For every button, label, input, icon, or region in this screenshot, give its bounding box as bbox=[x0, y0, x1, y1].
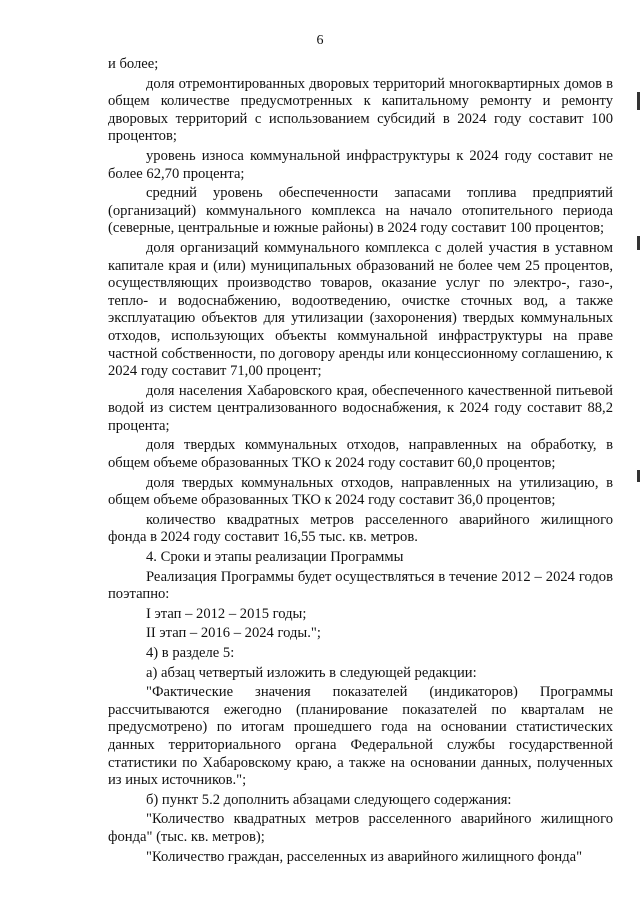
paragraph: доля организаций коммунального комплекса с долей участия в уставном капитале края и (или) муниципальных образований не более чем 25 процентов, осуществляющих производство товаров, оказание услуг по электро-, газо-, тепло- и водоснабжению, водоотведению, очистке сточных вод, а также эксплуатацию объектов для утилизации (захоронения) твердых коммунальных отходов, использующих объекты коммунальной инфраструктуры на праве частной собственности, по договору аренды или концессионному соглашению, к 2024 году составит 71,00 процент; bbox=[108, 239, 613, 380]
paragraph: доля отремонтированных дворовых территорий многоквартирных домов в общем количестве предусмотренных к капитальному ремонту и ремонту дворовых территорий с использованием субсидий в 2024 году составит 100 процентов; bbox=[108, 75, 613, 145]
paragraph: б) пункт 5.2 дополнить абзацами следующего содержания: bbox=[146, 791, 512, 808]
paragraph: 4) в разделе 5: bbox=[146, 645, 235, 661]
paragraph: а) абзац четвертый изложить в следующей редакции: bbox=[146, 664, 477, 681]
paragraph: средний уровень обеспеченности запасами топлива предприятий (организаций) коммунального комплекса на начало отопительного периода (северные, центральные и южные районы) в 2024 году составит 100 процентов; bbox=[108, 185, 613, 237]
paragraph: "Фактические значения показателей (индикаторов) Программы рассчитываются ежегодно (планирование показателей по кварталам не предусмотрено) по итогам прошедшего года на основании статистических данных территориального органа Федеральной службы государственной статистики по Хабаровскому краю, а также на основании данных, полученных из иных источников."; bbox=[108, 684, 613, 789]
paragraph: I этап – 2012 – 2015 годы; bbox=[146, 605, 307, 622]
paragraph: доля населения Хабаровского края, обеспеченного качественной питьевой водой из систем централизованного водоснабжения, к 2024 году составит 88,2 процента; bbox=[108, 382, 613, 434]
paragraph: Реализация Программы будет осуществляться в течение 2012 – 2024 годов поэтапно: bbox=[108, 568, 613, 603]
paragraph: "Количество квадратных метров расселенного аварийного жилищного фонда" (тыс. кв. метров); bbox=[108, 811, 613, 845]
paragraph: доля твердых коммунальных отходов, направленных на обработку, в общем объеме образованных ТКО к 2024 году составит 60,0 процентов; bbox=[108, 437, 613, 472]
paragraph: уровень износа коммунальной инфраструктуры к 2024 году составит не более 62,70 процента; bbox=[108, 147, 613, 182]
paragraph: количество квадратных метров расселенного аварийного жилищного фонда в 2024 году составит 16,55 тыс. кв. метров. bbox=[108, 511, 613, 546]
paragraph: доля твердых коммунальных отходов, направленных на утилизацию, в общем объеме образованных ТКО к 2024 году составит 36,0 процентов; bbox=[108, 474, 613, 509]
paragraph: II этап – 2016 – 2024 годы."; bbox=[146, 625, 321, 642]
paragraph: и более; bbox=[108, 56, 159, 72]
paragraph: "Количество граждан, расселенных из аварийного жилищного фонда" bbox=[146, 848, 583, 865]
page-number: 6 bbox=[316, 33, 324, 48]
section-heading: 4. Сроки и этапы реализации Программы bbox=[146, 549, 404, 566]
document-body bbox=[108, 56, 613, 868]
